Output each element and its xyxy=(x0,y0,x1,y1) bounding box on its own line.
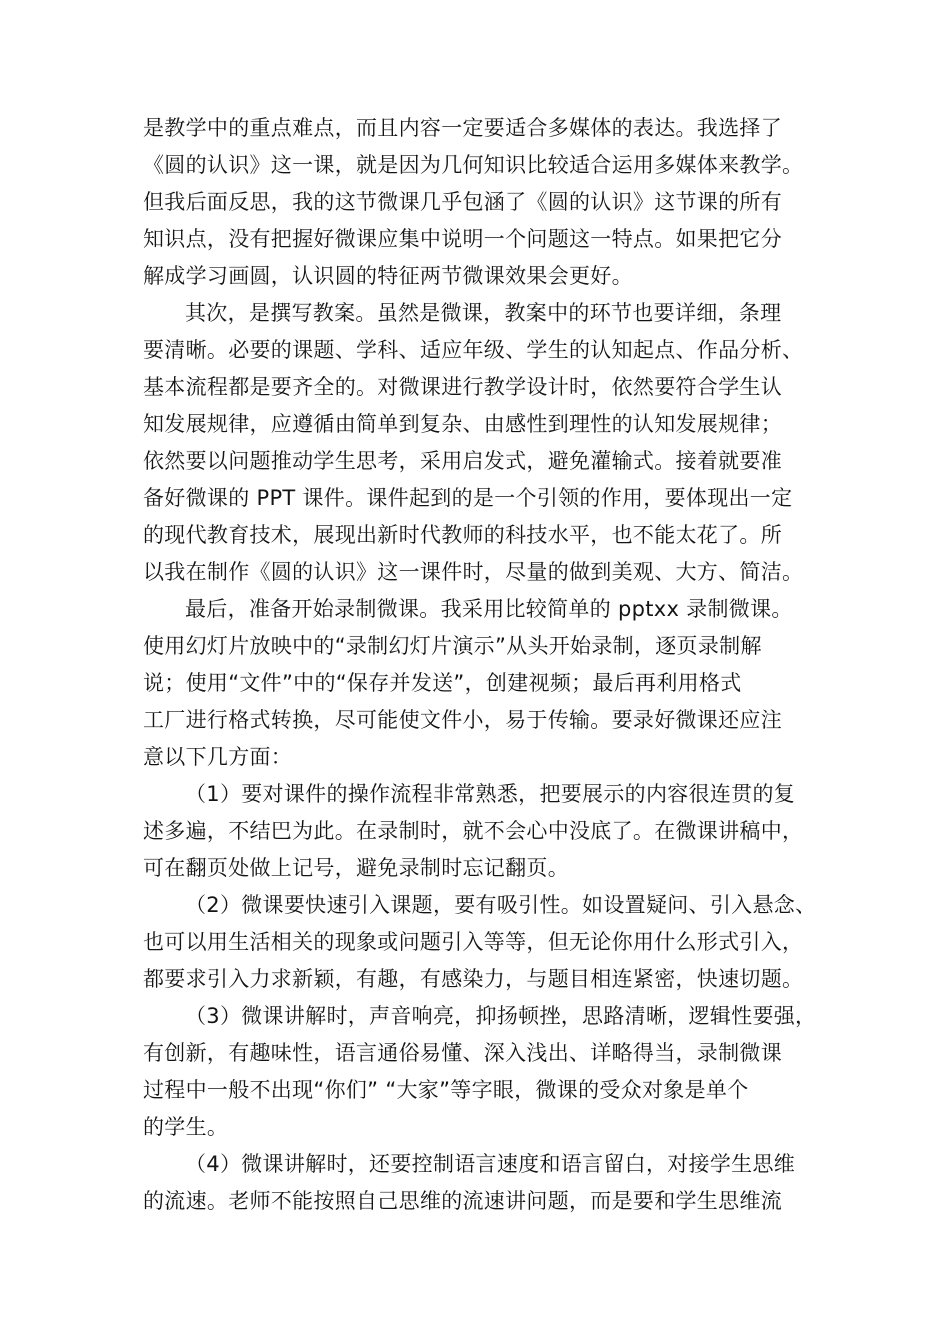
text-line: 基本流程都是要齐全的。对微课进行教学设计时，依然要符合学生认 xyxy=(143,375,782,399)
paragraph xyxy=(143,295,833,591)
text-line: 依然要以问题推动学生思考，采用启发式，避免灌输式。接着就要准 xyxy=(143,449,782,473)
text-line: 《圆的认识》这一课，就是因为几何知识比较适合运用多媒体来教学。 xyxy=(143,153,804,177)
text-line: （1）要对课件的操作流程非常熟悉，把要展示的内容很连贯的复 xyxy=(185,782,796,806)
paragraph xyxy=(143,110,833,295)
text-line: 都要求引入力求新颖，有趣，有感染力，与题目相连紧密，快速切题。 xyxy=(143,967,804,991)
paragraph xyxy=(143,887,833,998)
text-line: （4）微课讲解时，还要控制语言速度和语言留白，对接学生思维 xyxy=(185,1152,796,1176)
text-line: 知发展规律，应遵循由简单到复杂、由感性到理性的认知发展规律； xyxy=(143,412,782,436)
text-line: 的现代教育技术，展现出新时代教师的科技水平，也不能太花了。所 xyxy=(143,523,782,547)
text-line: （2）微课要快速引入课题，要有吸引性。如设置疑问、引入悬念、 xyxy=(185,893,817,917)
text-line: 知识点，没有把握好微课应集中说明一个问题这一特点。如果把它分 xyxy=(143,227,782,251)
text-line: 说；使用“文件”中的“保存并发送”，创建视频；最后再利用格式 xyxy=(143,671,742,695)
text-line: 的流速。老师不能按照自己思维的流速讲问题，而是要和学生思维流 xyxy=(143,1189,782,1213)
document-body xyxy=(143,110,833,1220)
text-line: 可在翻页处做上记号，避免录制时忘记翻页。 xyxy=(143,856,569,880)
paragraph xyxy=(143,591,833,776)
paragraph xyxy=(143,776,833,887)
text-line: 以我在制作《圆的认识》这一课件时，尽量的做到美观、大方、简洁。 xyxy=(143,560,804,584)
paragraph xyxy=(143,998,833,1146)
text-line: 要清晰。必要的课题、学科、适应年级、学生的认知起点、作品分析、 xyxy=(143,338,804,362)
text-line: 述多遍，不结巴为此。在录制时，就不会心中没底了。在微课讲稿中， xyxy=(143,819,804,843)
text-line: 但我后面反思，我的这节微课几乎包涵了《圆的认识》这节课的所有 xyxy=(143,190,782,214)
text-line: 有创新，有趣味性，语言通俗易懂、深入浅出、详略得当，录制微课 xyxy=(143,1041,782,1065)
text-line: 最后，准备开始录制微课。我采用比较简单的 pptxx 录制微课。 xyxy=(185,597,793,621)
text-line: 解成学习画圆，认识圆的特征两节微课效果会更好。 xyxy=(143,264,633,288)
text-line: 备好微课的 PPT 课件。课件起到的是一个引领的作用，要体现出一定 xyxy=(143,486,793,510)
text-line: 过程中一般不出现“你们” “大家”等字眼，微课的受众对象是单个 xyxy=(143,1078,749,1102)
text-line: 其次，是撰写教案。虽然是微课，教案中的环节也要详细，条理 xyxy=(185,301,782,325)
text-line: 的学生。 xyxy=(143,1115,229,1139)
text-line: 工厂进行格式转换，尽可能使文件小，易于传输。要录好微课还应注 xyxy=(143,708,782,732)
text-line: （3）微课讲解时，声音响亮，抑扬顿挫，思路清晰，逻辑性要强， xyxy=(185,1004,817,1028)
text-line: 是教学中的重点难点，而且内容一定要适合多媒体的表达。我选择了 xyxy=(143,116,782,140)
text-line: 意以下几方面： xyxy=(143,745,293,769)
text-line: 也可以用生活相关的现象或问题引入等等，但无论你用什么形式引入， xyxy=(143,930,804,954)
paragraph xyxy=(143,1146,833,1220)
text-line: 使用幻灯片放映中的“录制幻灯片演示”从头开始录制，逐页录制解 xyxy=(143,634,762,658)
